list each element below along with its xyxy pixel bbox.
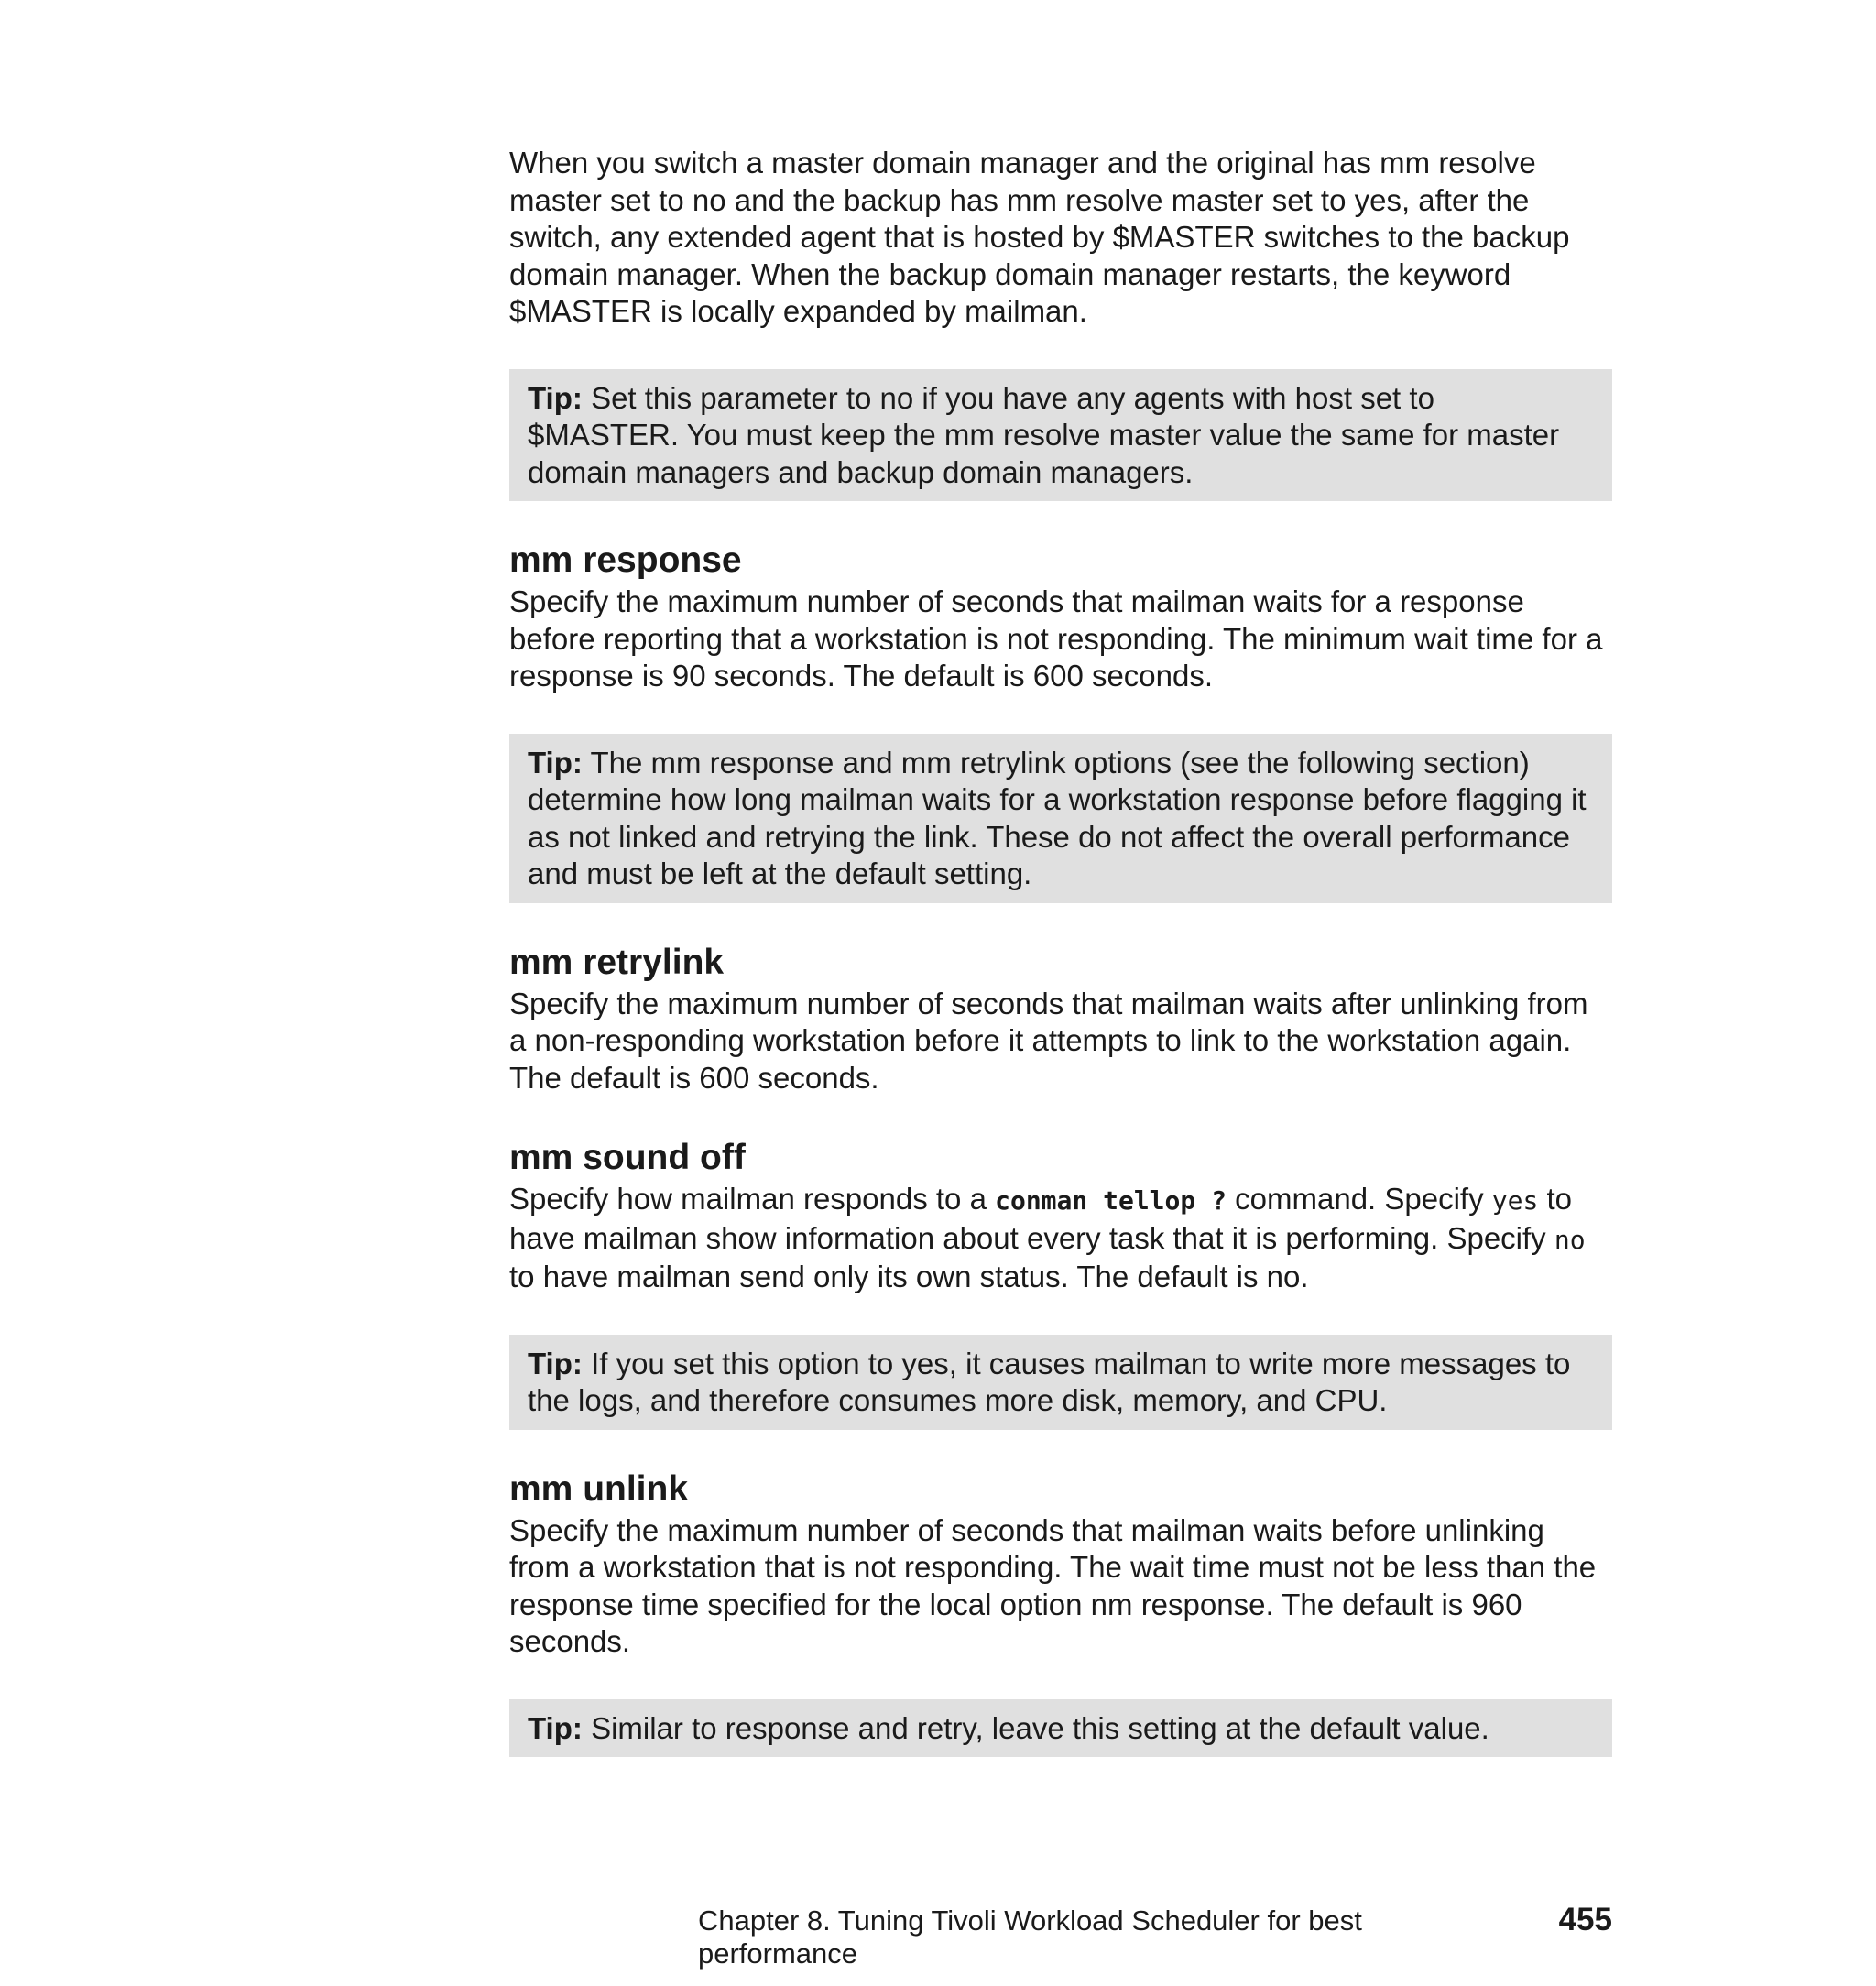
- tip-text: The mm response and mm retrylink options (see the following section) determine how long mailman waits for a workstation response before flagging it as not linked and retrying the link. These do not affect the overall performance and must be left at the default setting.: [528, 745, 1587, 890]
- heading-mm-retrylink: mm retrylink: [509, 942, 725, 982]
- footer-chapter-title: Chapter 8. Tuning Tivoli Workload Scheduler for best performance: [698, 1904, 1362, 1970]
- tip-text: Set this parameter to no if you have any agents with host set to $MASTER. You must keep the mm resolve master value the same for master domain managers and backup domain managers.: [528, 380, 1560, 489]
- heading-mm-unlink: mm unlink: [509, 1468, 689, 1509]
- tip-box-resolve-master: [509, 369, 1612, 502]
- value-code-yes: yes: [1491, 1185, 1539, 1216]
- body-mm-retrylink: Specify the maximum number of seconds that mailman waits after unlinking from a non-responding workstation before it attempts to link to the workstation again. The default is 600 seconds.: [509, 986, 1588, 1095]
- tip-label: Tip:: [528, 745, 583, 780]
- tip-label: Tip:: [528, 380, 583, 415]
- body-mm-unlink: Specify the maximum number of seconds that mailman waits before unlinking from a workstation that is not responding. The wait time must not be less than the response time specified for the local option nm response. The default is 960 seconds.: [509, 1512, 1597, 1658]
- text-run: Specify how mailman responds to a: [509, 1182, 996, 1216]
- command-code: conman tellop ?: [995, 1185, 1227, 1216]
- tip-box-mm-unlink: [509, 1699, 1612, 1758]
- text-run: to have mailman send only its own status. The default is no.: [509, 1260, 1309, 1293]
- text-run: command. Specify: [1226, 1182, 1492, 1216]
- body-mm-sound-off: [509, 1181, 1612, 1296]
- page-content: [509, 145, 1612, 1794]
- intro-paragraph: When you switch a master domain manager and the original has mm resolve master set to no and the backup has mm resolve master set to yes, after the switch, any extended agent that is hosted by $MASTER switches to the backup domain manager. When the backup domain manager restarts, the keyword $MASTER is locally expanded by mailman.: [509, 146, 1570, 328]
- tip-box-mm-response: [509, 734, 1612, 903]
- heading-mm-response: mm response: [509, 540, 742, 580]
- text-run: to have mailman show information about every task that it is performing. Specify: [509, 1182, 1573, 1255]
- page-footer: [698, 1902, 1612, 1970]
- value-code-no: no: [1554, 1224, 1586, 1255]
- body-mm-response: Specify the maximum number of seconds that mailman waits for a response before reporting that a workstation is not responding. The minimum wait time for a response is 90 seconds. The default is 600 seconds.: [509, 584, 1603, 693]
- tip-text: If you set this option to yes, it causes mailman to write more messages to the logs, and therefore consumes more disk, memory, and CPU.: [528, 1346, 1571, 1417]
- tip-text: Similar to response and retry, leave this setting at the default value.: [591, 1710, 1489, 1745]
- tip-label: Tip:: [528, 1710, 583, 1745]
- tip-box-mm-sound-off: [509, 1335, 1612, 1430]
- heading-mm-sound-off: mm sound off: [509, 1138, 746, 1177]
- tip-label: Tip:: [528, 1346, 583, 1380]
- page-number: 455: [1558, 1902, 1612, 1937]
